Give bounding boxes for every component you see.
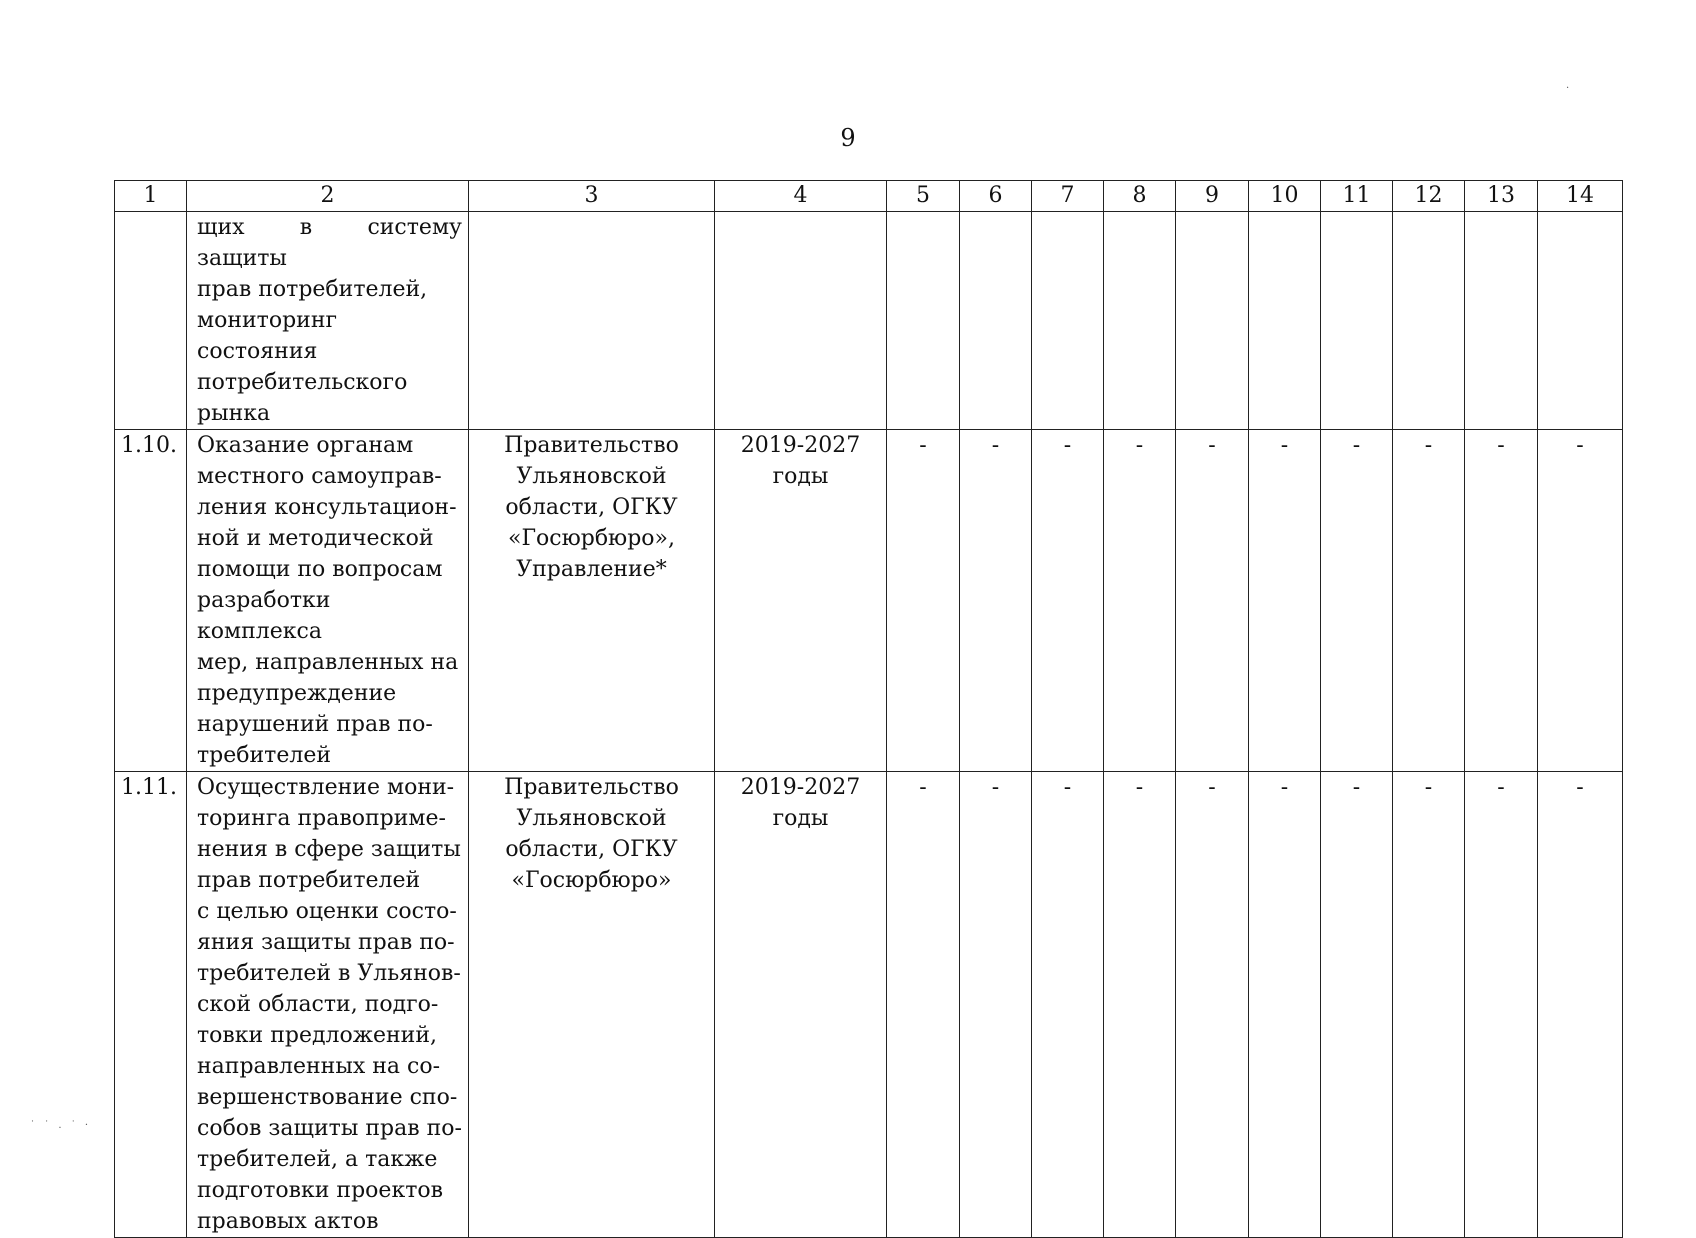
funding-cell: -	[1538, 430, 1623, 772]
measure-description-line: правовых актов	[197, 1209, 379, 1234]
measure-description-line: требителей	[197, 743, 332, 768]
funding-cell: -	[1032, 430, 1104, 772]
column-header: 13	[1465, 181, 1538, 212]
measure-description-line: ления консультацион-	[197, 495, 457, 520]
table-row	[115, 772, 1623, 1238]
column-header: 6	[960, 181, 1032, 212]
responsible-executor-line: области, ОГКУ	[505, 837, 678, 862]
funding-cell	[1538, 212, 1623, 430]
funding-cell: -	[887, 772, 960, 1238]
column-header: 8	[1104, 181, 1176, 212]
measure-description-line: требителей в Ульянов-	[197, 961, 461, 986]
responsible-executor-line: «Госюрбюро»,	[507, 526, 675, 551]
responsible-executor-line: Правительство	[504, 775, 679, 800]
column-header: 1	[115, 181, 187, 212]
program-table	[114, 180, 1623, 1238]
measure-description-line: мониторинг состояния	[197, 308, 338, 364]
funding-cell	[1176, 212, 1249, 430]
implementation-period-line: годы	[772, 464, 829, 489]
measure-description-line: подготовки проектов	[197, 1178, 443, 1203]
column-header: 14	[1538, 181, 1623, 212]
measure-description-line: вершенствование спо-	[197, 1085, 458, 1110]
funding-cell: -	[1104, 772, 1176, 1238]
measure-description-line: с целью оценки состо-	[197, 899, 457, 924]
column-header: 4	[715, 181, 887, 212]
measure-description-line: ской области, подго-	[197, 992, 439, 1017]
measure-description-line: прав потребителей,	[197, 277, 428, 302]
funding-cell: -	[960, 772, 1032, 1238]
funding-cell	[960, 212, 1032, 430]
funding-cell: -	[1393, 430, 1465, 772]
column-header: 9	[1176, 181, 1249, 212]
implementation-period	[715, 212, 887, 430]
responsible-executor	[469, 212, 715, 430]
implementation-period	[715, 772, 887, 1238]
funding-cell: -	[1104, 430, 1176, 772]
responsible-executor-line: Ульяновской	[516, 806, 667, 831]
measure-description	[187, 430, 469, 772]
funding-cell: -	[1321, 772, 1393, 1238]
funding-cell: -	[1032, 772, 1104, 1238]
responsible-executor	[469, 430, 715, 772]
column-header: 10	[1249, 181, 1321, 212]
row-number: 1.10.	[115, 430, 187, 772]
funding-cell	[1032, 212, 1104, 430]
implementation-period-line: 2019-2027	[740, 433, 861, 458]
measure-description-line: прав потребителей	[197, 868, 421, 893]
responsible-executor-line: Управление*	[516, 557, 667, 582]
page-number: 9	[840, 124, 856, 152]
measure-description-line: собов защиты прав по-	[197, 1116, 462, 1141]
funding-cell	[1393, 212, 1465, 430]
funding-cell: -	[1538, 772, 1623, 1238]
funding-cell: -	[1465, 772, 1538, 1238]
table-row	[115, 212, 1623, 430]
measure-description-line: нения в сфере защиты	[197, 837, 461, 862]
responsible-executor-line: Ульяновской	[516, 464, 667, 489]
funding-cell	[887, 212, 960, 430]
measure-description-line: требителей, а также	[197, 1147, 438, 1172]
funding-cell: -	[1176, 430, 1249, 772]
measure-description	[187, 212, 469, 430]
responsible-executor-line: «Госюрбюро»	[511, 868, 672, 893]
measure-description-line: мер, направленных на	[197, 650, 459, 675]
measure-description-line: помощи по вопросам	[197, 557, 443, 582]
measure-description-line: нарушений прав по-	[197, 712, 433, 737]
measure-description-line: местного самоуправ-	[197, 464, 442, 489]
funding-cell: -	[1176, 772, 1249, 1238]
responsible-executor-line: Правительство	[504, 433, 679, 458]
funding-cell: -	[1321, 430, 1393, 772]
measure-description-line: потребительского	[197, 370, 408, 395]
measure-description-line: Осуществление мони-	[197, 775, 455, 800]
measure-description-line: товки предложений,	[197, 1023, 437, 1048]
funding-cell	[1104, 212, 1176, 430]
funding-cell: -	[1465, 430, 1538, 772]
responsible-executor-line: области, ОГКУ	[505, 495, 678, 520]
funding-cell: -	[1393, 772, 1465, 1238]
column-header: 12	[1393, 181, 1465, 212]
funding-cell: -	[887, 430, 960, 772]
measure-description-line: торинга правоприме-	[197, 806, 446, 831]
table-row	[115, 430, 1623, 772]
implementation-period	[715, 430, 887, 772]
row-number	[115, 212, 187, 430]
measure-description-line: разработки комплекса	[197, 588, 331, 644]
funding-cell	[1321, 212, 1393, 430]
implementation-period-line: годы	[772, 806, 829, 831]
funding-cell	[1249, 212, 1321, 430]
measure-description-line: Оказание органам	[197, 433, 414, 458]
funding-cell: -	[1249, 430, 1321, 772]
column-header: 7	[1032, 181, 1104, 212]
scan-specks: ˙ ˙ . ˙ ·	[30, 1120, 92, 1131]
scan-speck: .	[1566, 80, 1570, 91]
measure-description	[187, 772, 469, 1238]
row-number: 1.11.	[115, 772, 187, 1238]
measure-description-line: яния защиты прав по-	[197, 930, 455, 955]
measure-description-line: ной и методической	[197, 526, 434, 551]
column-header: 11	[1321, 181, 1393, 212]
funding-cell	[1465, 212, 1538, 430]
funding-cell: -	[960, 430, 1032, 772]
column-header: 5	[887, 181, 960, 212]
measure-description-line: рынка	[197, 401, 271, 426]
header-row	[115, 181, 1623, 212]
measure-description-line: направленных на со-	[197, 1054, 441, 1079]
implementation-period-line: 2019-2027	[740, 775, 861, 800]
measure-description-line: предупреждение	[197, 681, 397, 706]
measure-description-line: щих в систему защиты	[197, 215, 462, 271]
funding-cell: -	[1249, 772, 1321, 1238]
column-header: 2	[187, 181, 469, 212]
responsible-executor	[469, 772, 715, 1238]
column-header: 3	[469, 181, 715, 212]
